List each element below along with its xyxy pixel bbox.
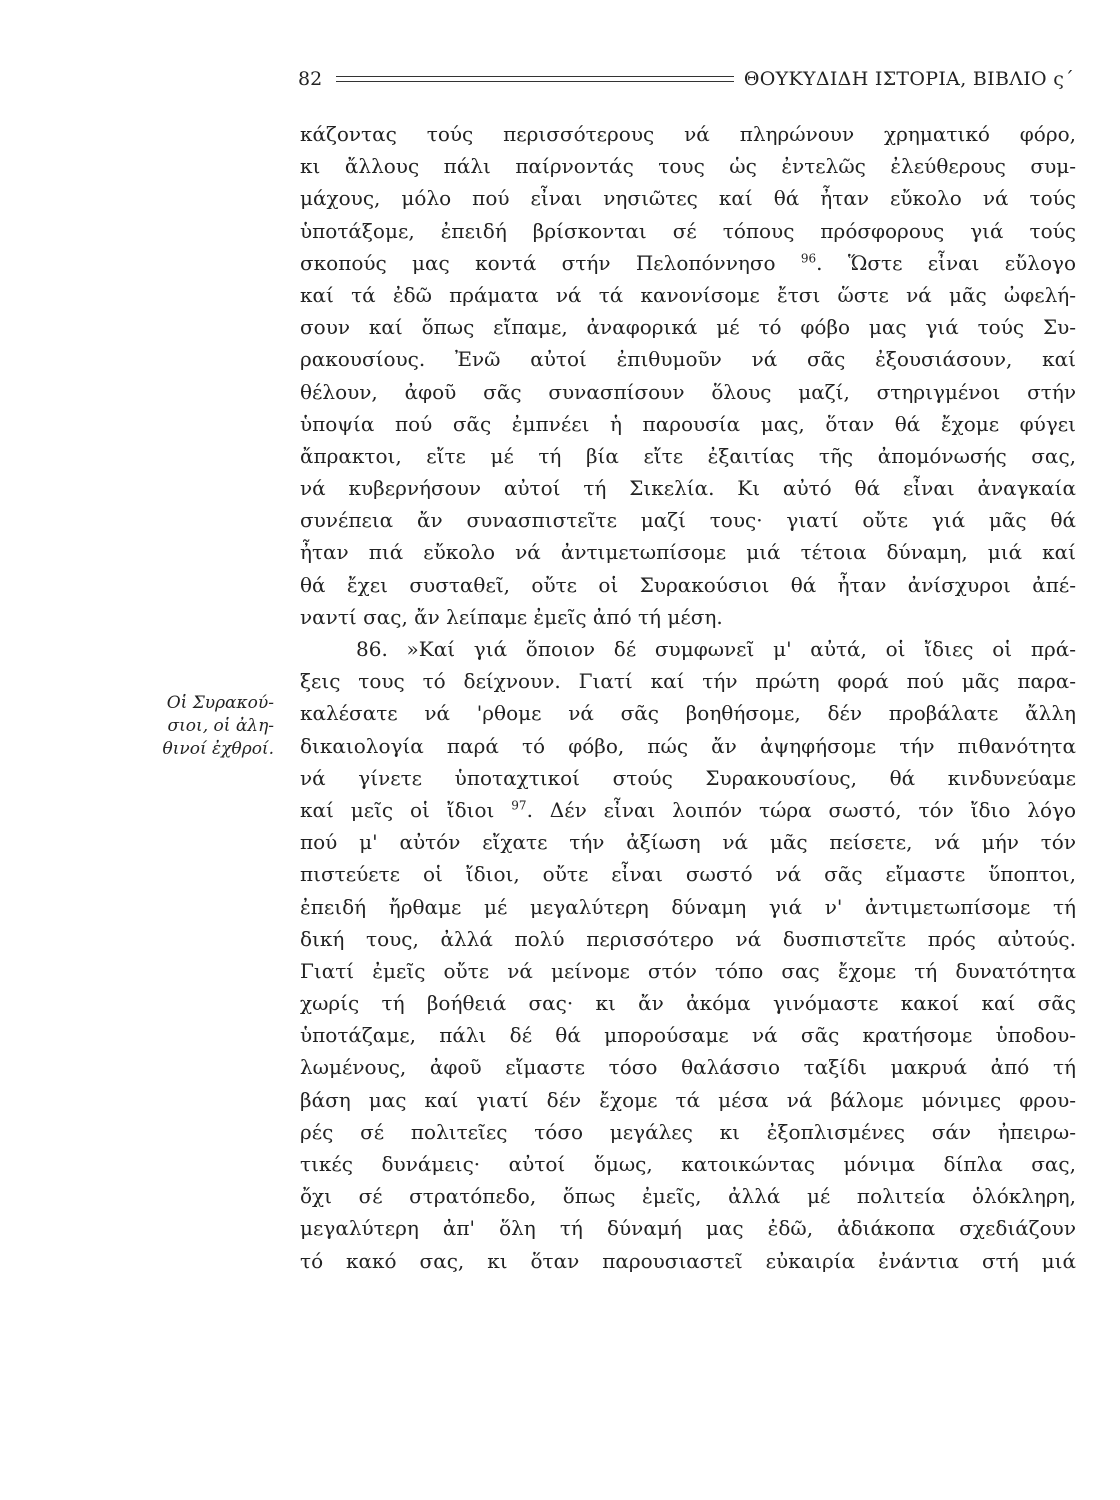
text-line: λωμένους, ἀφοῦ εἴμαστε τόσο θαλάσσιο ταξίδι μακρυά ἀπό τή (300, 1055, 1076, 1080)
text-line-with-footnote (300, 794, 1076, 826)
text-line: Γιατί ἐμεῖς οὔτε νά μείνομε στόν τόπο σας ἔχομε τή δυνατότητα (300, 958, 1076, 983)
text-line: νά κυβερνήσουν αὐτοί τή Σικελία. Κι αὐτό θά εἶναι ἀναγκαία (300, 476, 1076, 501)
text-segment: σκοπούς μας κοντά στήν Πελοπόννησο (300, 250, 776, 275)
page-number: 82 (298, 68, 323, 90)
text-line: πιστεύετε οἱ ἴδιοι, οὔτε εἶναι σωστό νά σᾶς εἴμαστε ὕποπτοι, (300, 862, 1076, 887)
text-line: μεγαλύτερη ἀπ' ὅλη τή δύναμή μας ἐδῶ, ἀδιάκοπα σχεδιάζουν (300, 1216, 1076, 1241)
text-line: ὑποτάζαμε, πάλι δέ θά μπορούσαμε νά σᾶς κρατήσομε ὑποδου- (300, 1023, 1076, 1048)
text-line: ξεις τους τό δείχνουν. Γιατί καί τήν πρώτη φορά πού μᾶς παρα- (300, 669, 1076, 694)
text-line: κάζοντας τούς περισσότερους νά πληρώνουν χρηματικό φόρο, (300, 122, 1076, 146)
body-text (300, 118, 1076, 1277)
margin-note-line: σιοι, οἱ ἀλη- (167, 716, 274, 736)
text-line: τικές δυνάμεις· αὐτοί ὅμως, κατοικώντας μόνιμα δίπλα σας, (300, 1152, 1076, 1176)
text-segment: Ὥστε εἶναι εὔλογο (847, 250, 1077, 275)
text-line: ὄχι σέ στρατόπεδο, ὅπως ἐμεῖς, ἀλλά μέ πολιτεία ὁλόκληρη, (300, 1184, 1076, 1209)
margin-note (104, 692, 274, 761)
footnote-ref-96: 96 (800, 251, 817, 266)
margin-note-line: Οἱ Συρακού- (166, 693, 274, 713)
text-line: καί τά ἐδῶ πράματα νά τά κανονίσομε ἔτσι ὥστε νά μᾶς ὠφελή- (300, 282, 1076, 307)
text-line: ἄπρακτοι, εἴτε μέ τή βία εἴτε ἐξαιτίας τῆς ἀπομόνωσής σας, (300, 443, 1076, 468)
text-line: ἐπειδή ἤρθαμε μέ μεγαλύτερη δύναμη γιά ν' ἀντιμετωπίσομε τή (300, 894, 1076, 919)
page-header (298, 64, 1074, 94)
text-line: σουν καί ὅπως εἴπαμε, ἀναφορικά μέ τό φόβο μας γιά τούς Συ- (300, 315, 1076, 340)
text-line: πού μ' αὐτόν εἴχατε τήν ἀξίωση νά μᾶς πείσετε, νά μήν τόν (300, 830, 1076, 855)
text-line: δικαιολογία παρά τό φόβο, πώς ἄν ἀψηφήσομε τήν πιθανότητα (300, 733, 1076, 758)
text-line-with-footnote: σκοπούς μας κοντά στήν Πελοπόννησο $^{96}$. Ὥστε εἶναι εὔλογο (300, 250, 1077, 275)
text-segment: καί μεῖς οἱ ἴδιοι (300, 797, 495, 822)
footnote-ref-97: 97 (511, 798, 527, 813)
text-line: ρές σέ πολιτεῖες τόσο μεγάλες κι ἐξοπλισμένες σάν ἠπειρω- (300, 1119, 1076, 1144)
text-line: βάση μας καί γιατί δέν ἔχομε τά μέσα νά βάλομε μόνιμες φρου- (300, 1087, 1076, 1112)
header-rule (336, 76, 734, 82)
text-line: ὑποψία πού σᾶς ἐμπνέει ἡ παρουσία μας, ὅταν θά ἔχομε φύγει (300, 411, 1076, 436)
text-line: θά ἔχει συσταθεῖ, οὔτε οἱ Συρακούσιοι θά ἦταν ἀνίσχυροι ἀπέ- (300, 572, 1076, 597)
text-line: ρακουσίους. Ἐνῶ αὐτοί ἐπιθυμοῦν νά σᾶς ἐξουσιάσουν, καί (300, 347, 1076, 372)
text-line: συνέπεια ἄν συνασπιστεῖτε μαζί τους· γιατί οὔτε γιά μᾶς θά (300, 508, 1076, 533)
text-line: τό κακό σας, κι ὅταν παρουσιαστεῖ εὐκαιρία ἐνάντια στή μιά (300, 1248, 1076, 1273)
text-line: μάχους, μόλο πού εἶναι νησιῶτες καί θά ἦταν εὔκολο νά τούς (300, 186, 1076, 211)
text-line: ναντί σας, ἄν λείπαμε ἐμεῖς ἀπό τή μέση. (300, 604, 723, 629)
text-segment: . Δέν εἶναι λοιπόν τώρα σωστό, τόν ἴδιο λόγο (526, 797, 1077, 822)
text-line: δική τους, ἀλλά πολύ περισσότερο νά δυσπιστεῖτε πρός αὐτούς. (300, 926, 1076, 951)
text-line: ὑποτάξομε, ἐπειδή βρίσκονται σέ τόπους πρόσφορους γιά τούς (300, 218, 1076, 243)
text-line: καλέσατε νά 'ρθομε νά σᾶς βοηθήσομε, δέν προβάλατε ἄλλη (300, 701, 1076, 726)
text-line: νά γίνετε ὑποταχτικοί στούς Συρακουσίους, θά κινδυνεύαμε (300, 765, 1076, 790)
text-line: χωρίς τή βοήθειά σας· κι ἄν ἀκόμα γινόμαστε κακοί καί σᾶς (300, 991, 1076, 1016)
text-line: κι ἄλλους πάλι παίρνοντάς τους ὡς ἐντελῶς ἐλεύθερους συμ- (300, 154, 1076, 179)
text-line: ἦταν πιά εὔκολο νά ἀντιμετωπίσομε μιά τέτοια δύναμη, μιά καί (300, 540, 1076, 565)
paragraph-start-86: 86. »Καί γιά ὅποιον δέ συμφωνεῖ μ' αὐτά, οἱ ἴδιες οἱ πρά- (356, 637, 1076, 661)
margin-note-line: θινοί ἐχθροί. (162, 739, 274, 759)
text-line: θέλουν, ἀφοῦ σᾶς συνασπίσουν ὅλους μαζί, στηριγμένοι στήν (300, 379, 1076, 404)
running-title: ΘΟΥΚΥΔΙΔΗ ΙΣΤΟΡΙΑ, ΒΙΒΛΙΟ ς΄ (743, 68, 1074, 90)
